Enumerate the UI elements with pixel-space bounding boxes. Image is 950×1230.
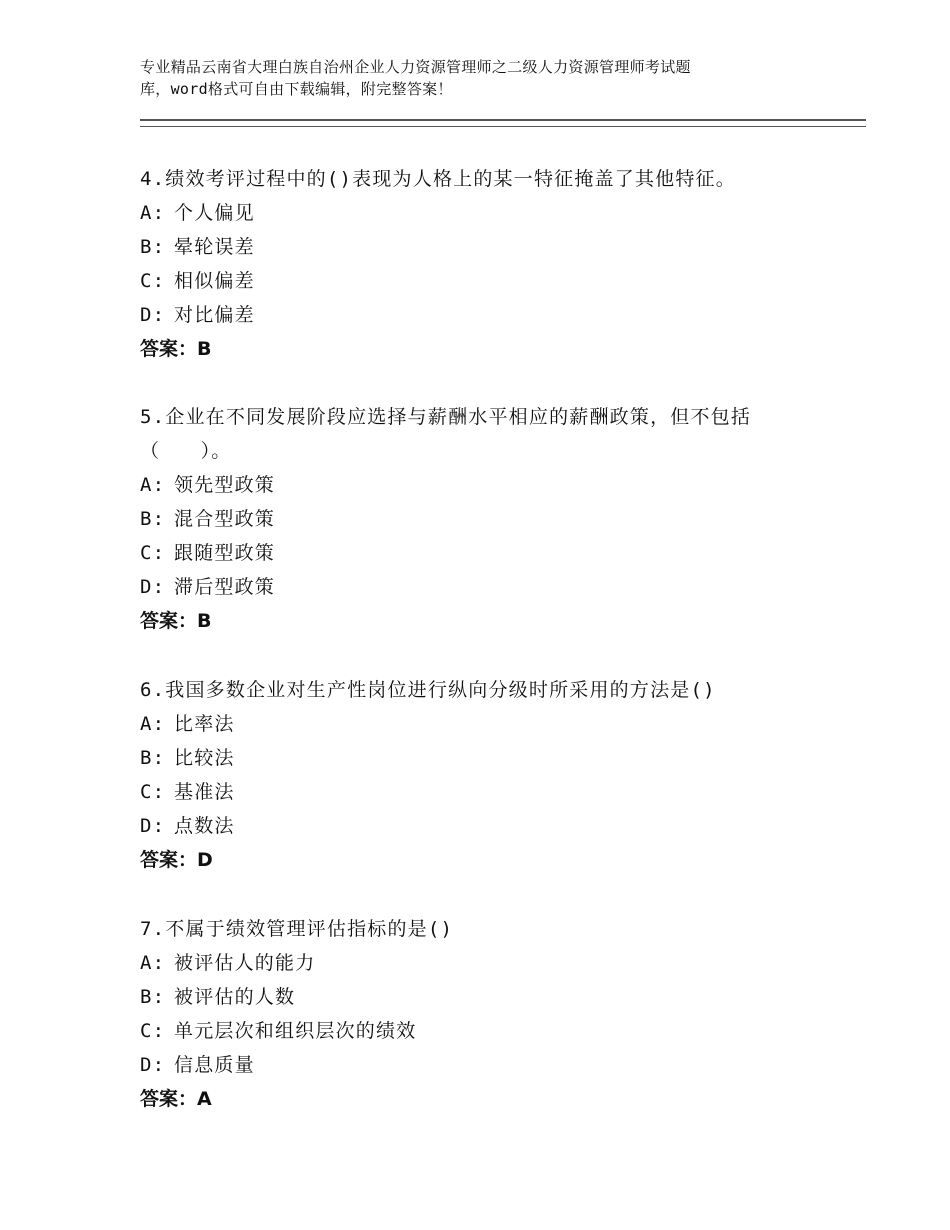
option-letter: D: xyxy=(140,815,166,837)
option-text: 比较法 xyxy=(174,747,235,769)
option-letter: A: xyxy=(140,952,166,974)
option-letter: C: xyxy=(140,270,166,292)
question-text: 4.绩效考评过程中的()表现为人格上的某一特征掩盖了其他特征。 xyxy=(140,168,736,190)
option-letter: C: xyxy=(140,1020,166,1042)
option-c xyxy=(140,775,860,809)
option-b xyxy=(140,980,860,1014)
question-text-line-2: （ ）。 xyxy=(140,440,232,462)
option-d xyxy=(140,809,860,843)
option-letter: B: xyxy=(140,508,166,530)
option-text: 个人偏见 xyxy=(174,202,255,224)
option-a xyxy=(140,946,860,980)
option-letter: C: xyxy=(140,542,166,564)
question-5 xyxy=(140,400,860,638)
option-letter: B: xyxy=(140,986,166,1008)
question-7 xyxy=(140,912,860,1116)
header-line-2: 库，word格式可自由下载编辑，附完整答案！ xyxy=(140,80,453,98)
option-letter: A: xyxy=(140,474,166,496)
option-letter: A: xyxy=(140,202,166,224)
question-text: 7.不属于绩效管理评估指标的是() xyxy=(140,918,454,940)
option-text: 晕轮误差 xyxy=(174,236,255,258)
option-text: 被评估的人数 xyxy=(174,986,296,1008)
option-letter: C: xyxy=(140,781,166,803)
option-letter: B: xyxy=(140,747,166,769)
option-d xyxy=(140,570,860,604)
header-divider xyxy=(140,119,866,127)
option-text: 混合型政策 xyxy=(174,508,276,530)
option-letter: A: xyxy=(140,713,166,735)
option-c xyxy=(140,1014,860,1048)
option-text: 被评估人的能力 xyxy=(174,952,316,974)
option-text: 点数法 xyxy=(174,815,235,837)
question-text-line-1: 5.企业在不同发展阶段应选择与薪酬水平相应的薪酬政策，但不包括 xyxy=(140,406,752,428)
option-d xyxy=(140,298,860,332)
option-text: 相似偏差 xyxy=(174,270,255,292)
option-letter: D: xyxy=(140,1054,166,1076)
option-c xyxy=(140,536,860,570)
option-b xyxy=(140,741,860,775)
option-b xyxy=(140,230,860,264)
option-a xyxy=(140,196,860,230)
answer-label: 答案：B xyxy=(140,338,212,360)
question-text xyxy=(140,400,860,468)
answer-label: 答案：A xyxy=(140,1088,212,1110)
question-text: 6.我国多数企业对生产性岗位进行纵向分级时所采用的方法是() xyxy=(140,679,716,701)
option-letter: D: xyxy=(140,304,166,326)
option-text: 单元层次和组织层次的绩效 xyxy=(174,1020,417,1042)
option-a xyxy=(140,468,860,502)
option-a xyxy=(140,707,860,741)
option-text: 领先型政策 xyxy=(174,474,276,496)
option-text: 对比偏差 xyxy=(174,304,255,326)
answer-label: 答案：B xyxy=(140,610,212,632)
option-text: 滞后型政策 xyxy=(174,576,276,598)
option-c xyxy=(140,264,860,298)
document-header xyxy=(140,56,840,100)
option-letter: B: xyxy=(140,236,166,258)
option-b xyxy=(140,502,860,536)
option-letter: D: xyxy=(140,576,166,598)
header-line-1: 专业精品云南省大理白族自治州企业人力资源管理师之二级人力资源管理师考试题 xyxy=(140,58,691,76)
option-text: 跟随型政策 xyxy=(174,542,276,564)
question-4 xyxy=(140,162,860,366)
option-text: 信息质量 xyxy=(174,1054,255,1076)
option-text: 基准法 xyxy=(174,781,235,803)
option-text: 比率法 xyxy=(174,713,235,735)
question-6 xyxy=(140,673,860,877)
option-d xyxy=(140,1048,860,1082)
answer-label: 答案：D xyxy=(140,849,213,871)
